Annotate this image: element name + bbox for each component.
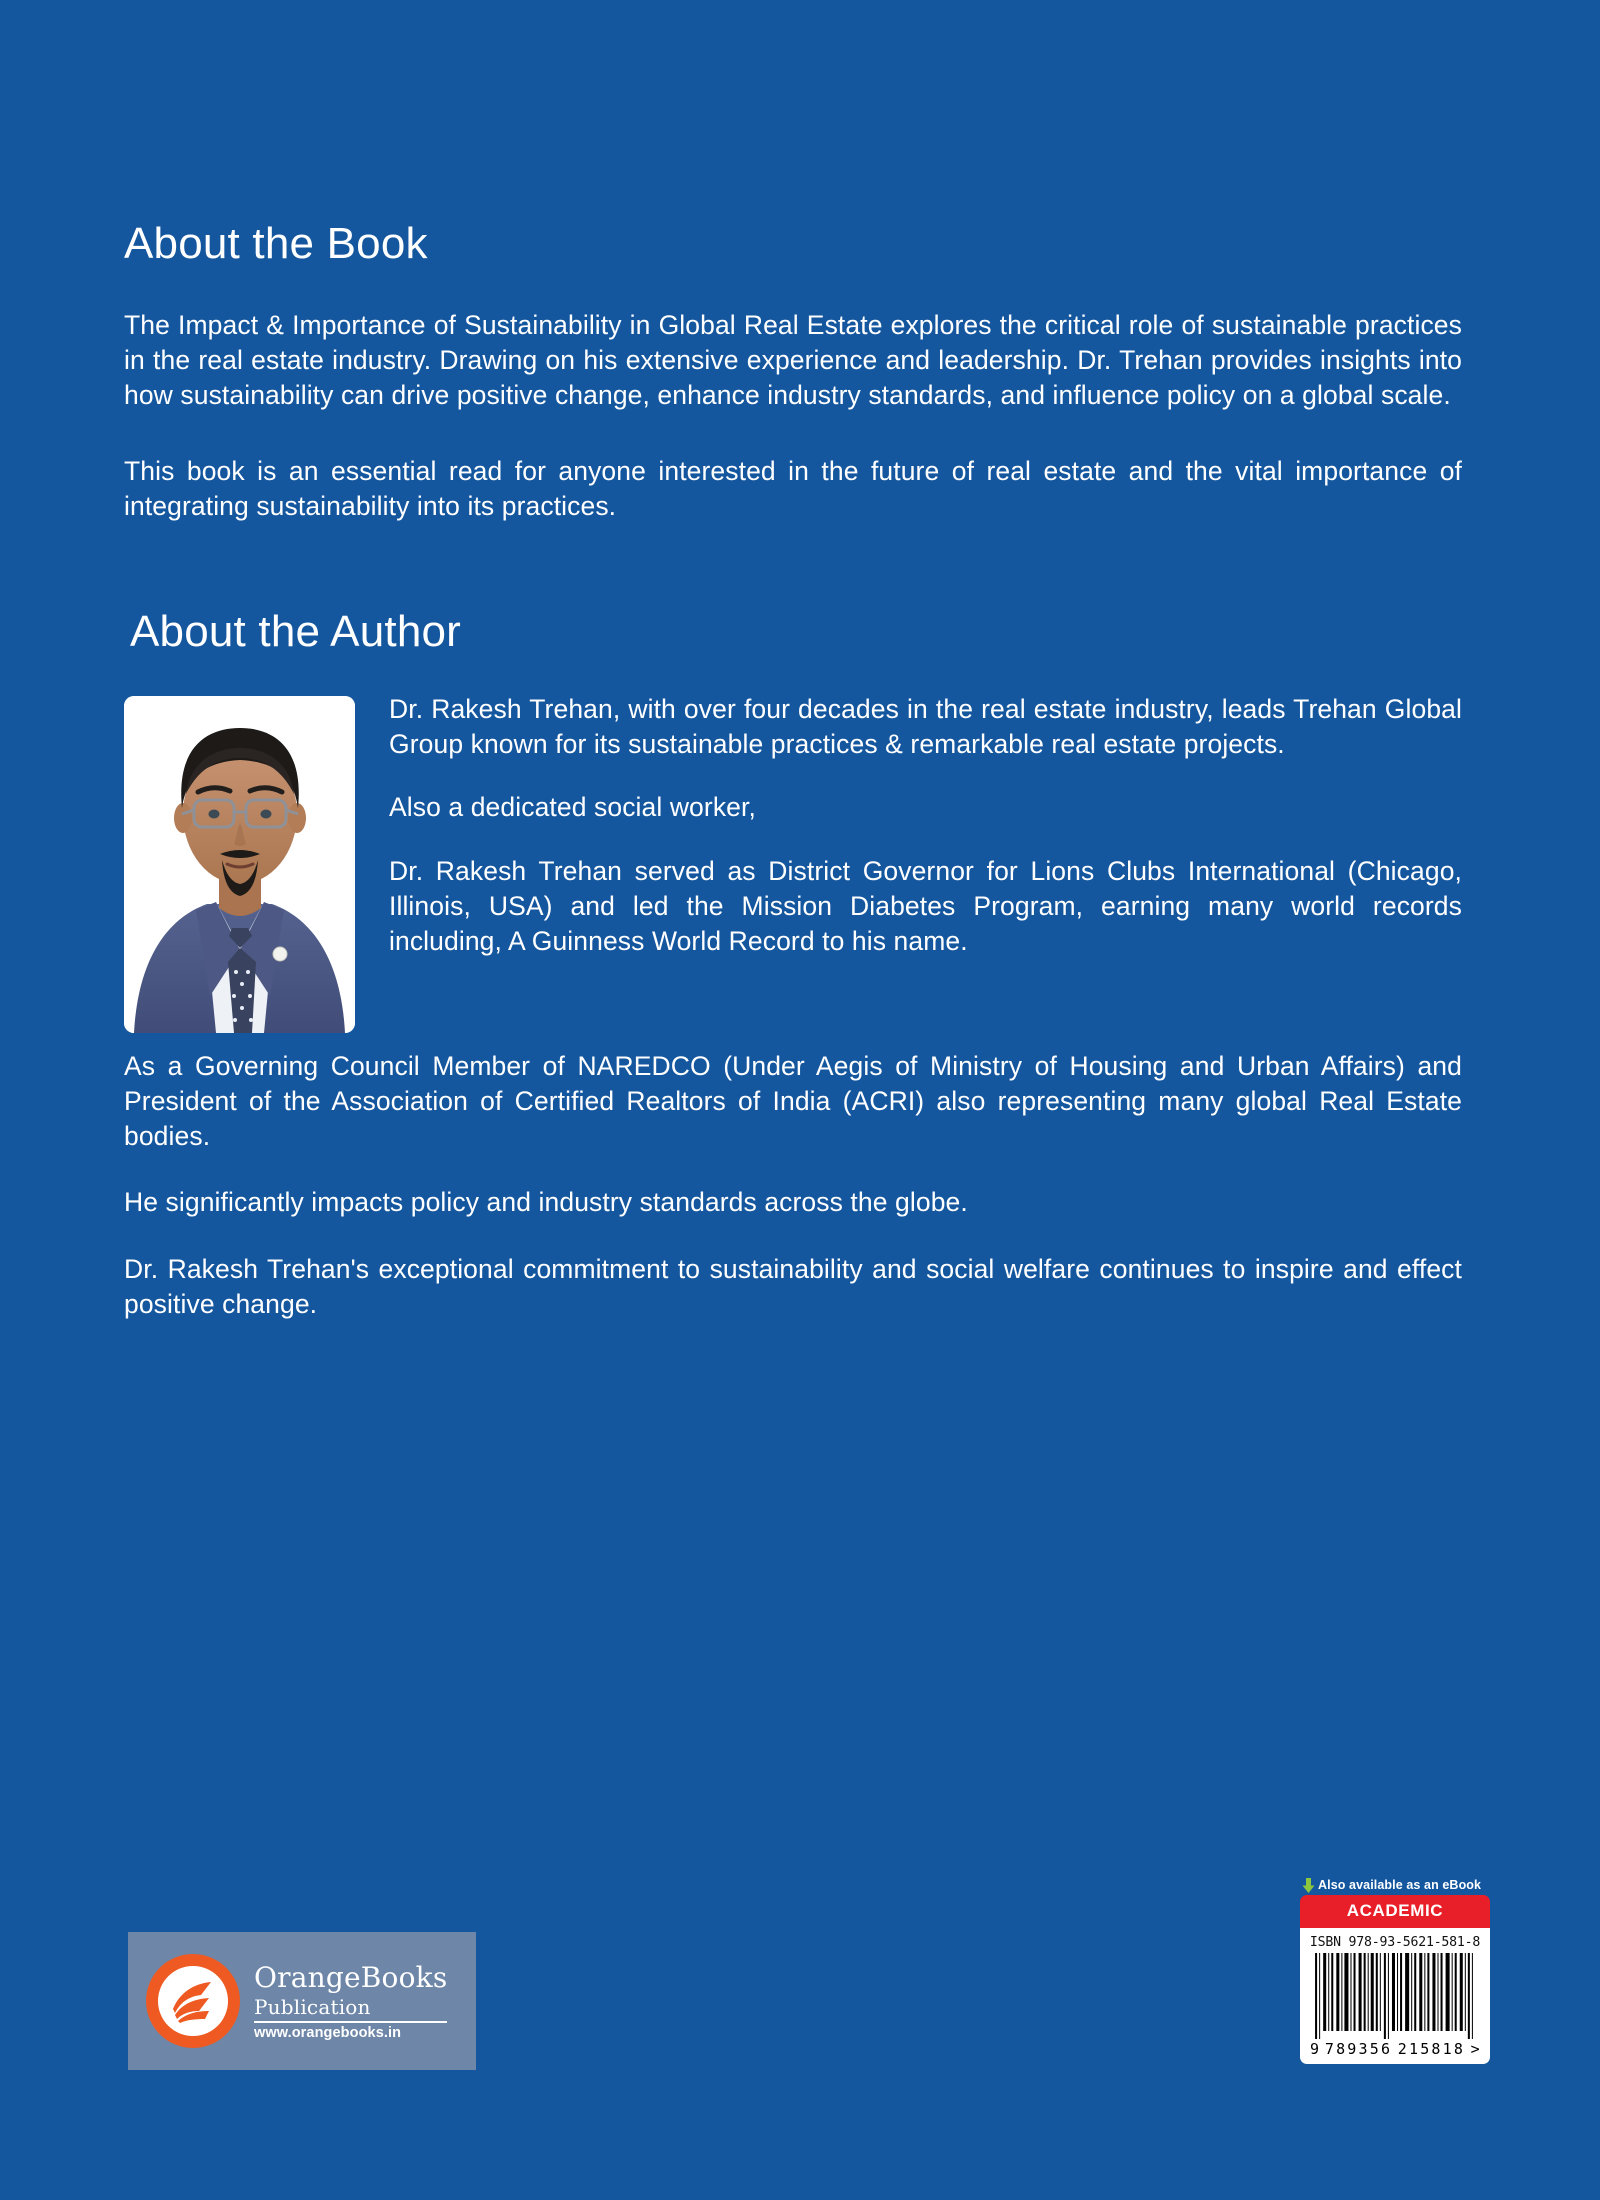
barcode-digits — [1309, 2040, 1481, 2058]
isbn-text: ISBN 978-93-5621-581-8 — [1309, 1935, 1481, 1950]
category-badge: ACADEMIC — [1300, 1895, 1490, 1928]
author-bio-block — [124, 692, 1462, 959]
author-paragraph-6: Dr. Rakesh Trehan's exceptional commitment to sustainability and social welfare continues to inspire and effect positive change. — [124, 1253, 1462, 1320]
author-paragraph-3: Dr. Rakesh Trehan served as District Governor for Lions Clubs International (Chicago, Illinois, USA) and led the Mission Diabetes Program, earning many world records including, A Guinness World Record to his name. — [389, 855, 1462, 957]
author-portrait-photo — [124, 696, 355, 1033]
download-arrow-icon — [1302, 1878, 1315, 1893]
ean13-barcode-image — [1309, 1953, 1481, 2039]
orangebooks-logo-icon — [146, 1954, 240, 2048]
publisher-logo — [128, 1932, 476, 2070]
barcode-end-mark: > — [1470, 2040, 1480, 2058]
barcode-digit-first: 9 — [1310, 2040, 1320, 2058]
publisher-website: www.orangebooks.in — [254, 2021, 447, 2041]
author-paragraph-2: Also a dedicated social worker, — [389, 792, 756, 823]
barcode-left-group: 789356 — [1324, 2040, 1393, 2058]
author-paragraph-1: Dr. Rakesh Trehan, with over four decades in the real estate industry, leads Trehan Global Group known for its sustainable practices & remarkable real estate projects. — [389, 693, 1462, 760]
about-book-paragraph-1: The Impact & Importance of Sustainability in Global Real Estate explores the critical role of sustainable practices in the real estate industry. Drawing on his extensive experience and leadership. Dr. Trehan provides insights into how sustainability can drive positive change, enhance industry standards, and influence policy on a global scale. — [124, 309, 1462, 411]
about-book-paragraph-2: This book is an essential read for anyone interested in the future of real estate and the vital importance of integrating sustainability into its practices. — [124, 455, 1462, 521]
barcode-right-group: 215818 — [1397, 2040, 1466, 2058]
barcode-block — [1300, 1878, 1490, 2064]
author-paragraph-4: As a Governing Council Member of NAREDCO (Under Aegis of Ministry of Housing and Urban Affairs) and President of the Association of Certified Realtors of India (ACRI) also representing many global Real Estate bodies. — [124, 1050, 1462, 1152]
publisher-wordmark — [254, 1962, 447, 2041]
author-paragraph-5: He significantly impacts policy and industry standards across the globe. — [124, 1186, 968, 1217]
ebook-availability-note — [1300, 1878, 1490, 1892]
cover-content — [124, 0, 1490, 1322]
ebook-note-label: Also available as an eBook — [1318, 1878, 1482, 1892]
barcode-card — [1300, 1928, 1490, 2064]
about-the-book-heading: About the Book — [124, 219, 428, 268]
publisher-subtitle: Publication — [254, 1994, 371, 2019]
publisher-name: OrangeBooks — [254, 1960, 448, 1994]
about-the-author-heading: About the Author — [130, 607, 462, 657]
